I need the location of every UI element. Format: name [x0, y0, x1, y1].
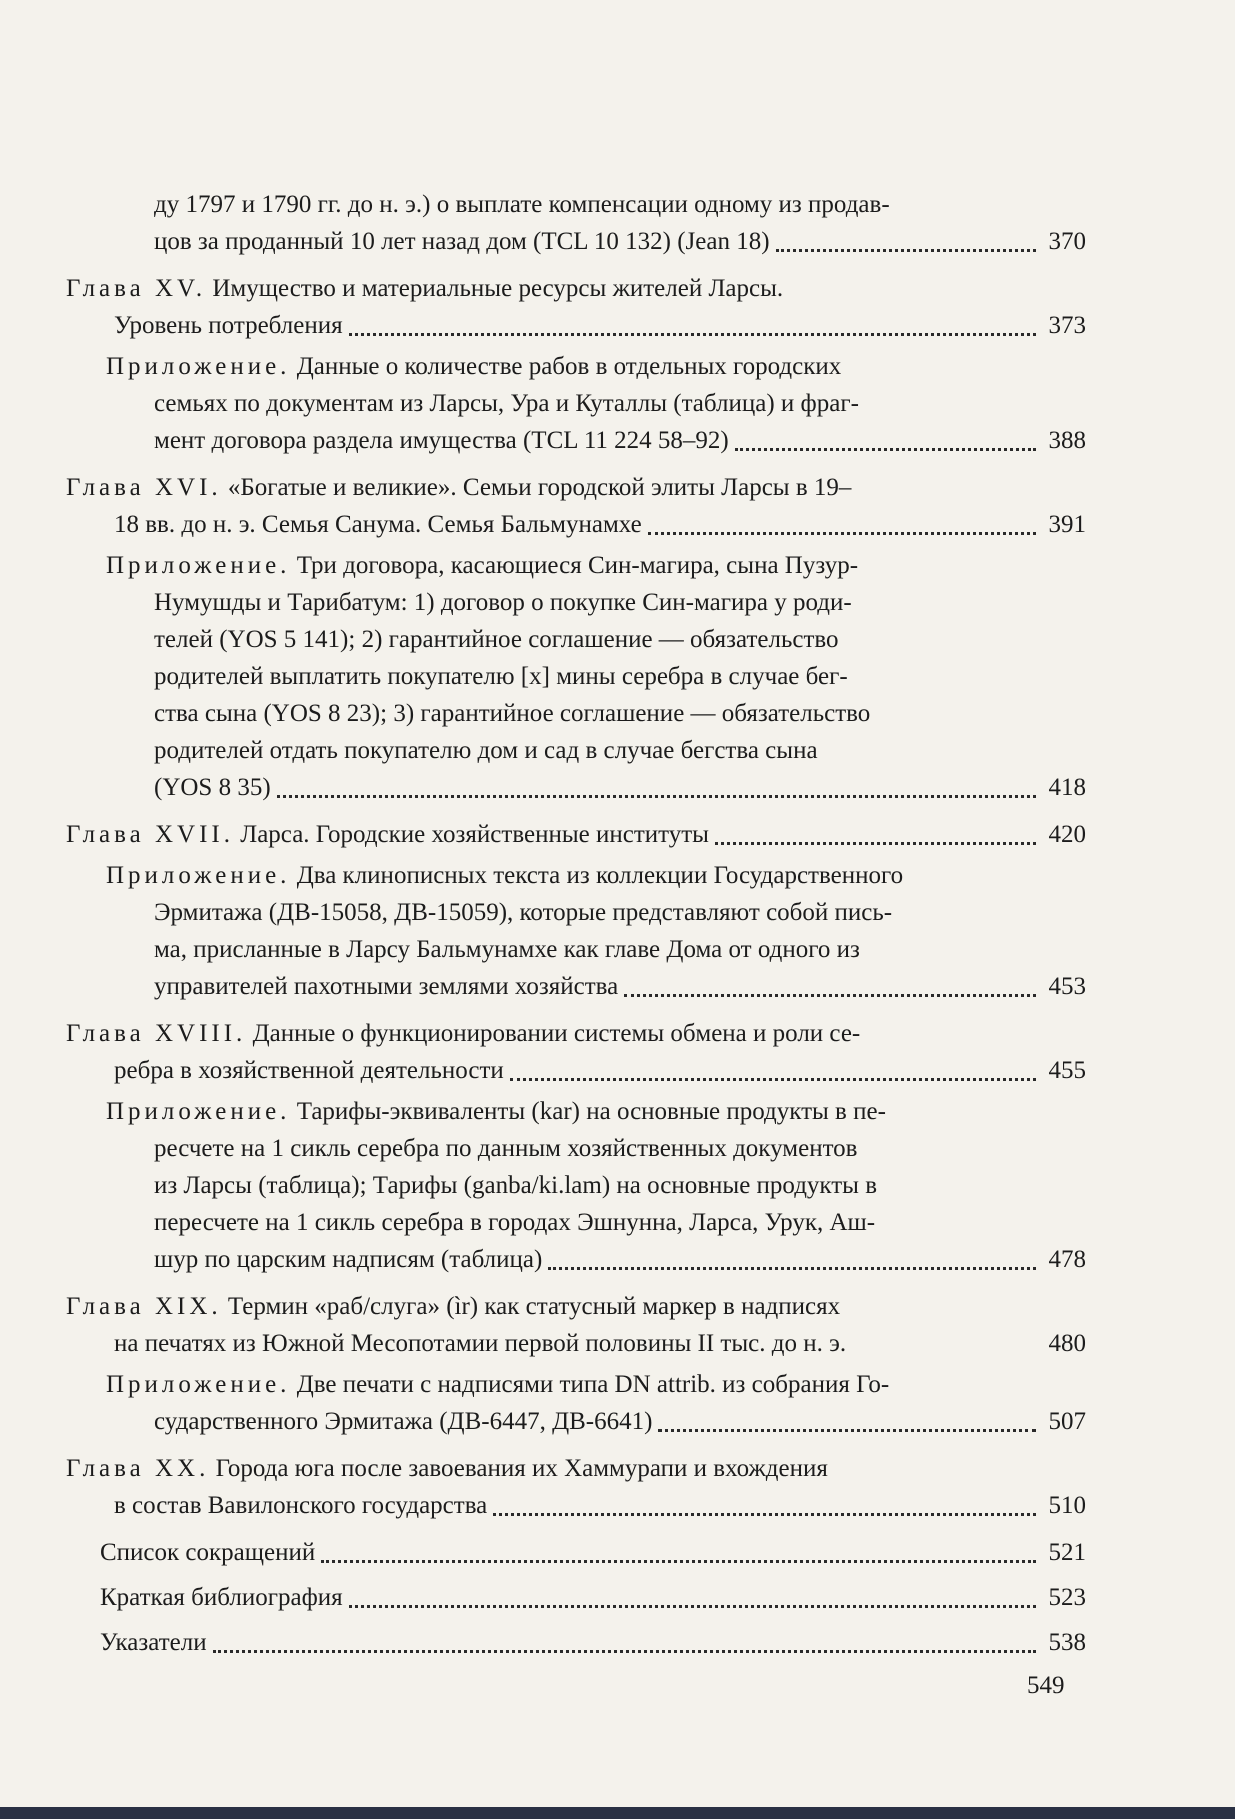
- toc-page-number[interactable]: 510: [1048, 1492, 1086, 1519]
- toc-page-number[interactable]: 521: [1048, 1539, 1086, 1566]
- appendix-text: мент договора раздела имущества (TCL 11 224 58–92): [154, 427, 729, 454]
- toc-page-number[interactable]: 478: [1048, 1246, 1086, 1273]
- leader-dots: [510, 1078, 1036, 1081]
- chapter-title: в состав Вавилонского государства: [114, 1492, 488, 1519]
- chapter-label: Глава XVI.: [66, 474, 222, 501]
- back-matter-title: Краткая библиография: [100, 1584, 343, 1611]
- appendix-text: Нумушды и Тарибатум: 1) договор о покупке Син-магира у роди-: [154, 589, 852, 616]
- toc-page-number[interactable]: 538: [1048, 1629, 1086, 1656]
- leader-dots: [715, 842, 1036, 845]
- leader-dots: [349, 1605, 1036, 1608]
- appendix-label: Приложение.: [106, 353, 291, 380]
- toc-page-number[interactable]: 420: [1048, 821, 1086, 848]
- chapter-label: Глава XIX.: [66, 1293, 222, 1320]
- chapter-title: «Богатые и великие». Семьи городской элиты Ларсы в 19–: [227, 474, 852, 501]
- toc-appendix[interactable]: [66, 857, 1086, 1005]
- appendix-text: родителей отдать покупателю дом и сад в случае бегства сына: [154, 737, 818, 764]
- leader-dots: [493, 1513, 1036, 1516]
- appendix-text: семьях по документам из Ларсы, Ура и Куталлы (таблица) и фраг-: [154, 390, 859, 417]
- appendix-text: родителей выплатить покупателю [x] мины серебра в случае бег-: [154, 663, 848, 690]
- toc-chapter-17[interactable]: [66, 816, 1086, 1005]
- toc-page-number[interactable]: 453: [1048, 973, 1086, 1000]
- appendix-text: Эрмитажа (ДВ-15058, ДВ-15059), которые представляют собой пись-: [154, 899, 893, 926]
- toc-line: цов за проданный 10 лет назад дом (TCL 10 132) (Jean 18): [154, 228, 770, 255]
- chapter-title: Имущество и материальные ресурсы жителей Ларсы.: [212, 275, 784, 302]
- appendix-text: ма, присланные в Ларсу Бальмунамхе как главе Дома от одного из: [154, 936, 860, 963]
- toc-appendix[interactable]: [66, 348, 1086, 459]
- appendix-text: Данные о количестве рабов в отдельных городских: [296, 353, 842, 380]
- toc-chapter-15[interactable]: [66, 270, 1086, 459]
- chapter-title: ребра в хозяйственной деятельности: [114, 1057, 504, 1084]
- appendix-text: ресчете на 1 сикль серебра по данным хозяйственных документов: [154, 1135, 858, 1162]
- chapter-label: Глава XVII.: [66, 821, 234, 848]
- appendix-label: Приложение.: [106, 862, 291, 889]
- appendix-text: шур по царским надписям (таблица): [154, 1246, 543, 1273]
- chapter-title: на печатях из Южной Месопотамии первой половины II тыс. до н. э.: [114, 1330, 847, 1357]
- chapter-title: Уровень потребления: [114, 312, 343, 339]
- chapter-label: Глава XX.: [66, 1455, 210, 1482]
- appendix-text: пересчете на 1 сикль серебра в городах Эшнунна, Ларса, Урук, Аш-: [154, 1209, 876, 1236]
- toc-chapter-18[interactable]: [66, 1015, 1086, 1278]
- toc-chapter-16[interactable]: [66, 469, 1086, 806]
- toc-appendix[interactable]: [66, 1366, 1086, 1440]
- leader-dots: [349, 333, 1036, 336]
- toc-chapter-20[interactable]: [66, 1450, 1086, 1524]
- table-of-contents: [66, 186, 1086, 1667]
- toc-continuation: [66, 186, 1086, 260]
- back-matter-title: Указатели: [100, 1629, 207, 1656]
- chapter-label: Глава XVIII.: [66, 1020, 247, 1047]
- leader-dots: [321, 1560, 1036, 1563]
- chapter-title: Термин «раб/слуга» (ìr) как статусный маркер в надписях: [227, 1293, 841, 1320]
- toc-appendix[interactable]: [66, 547, 1086, 806]
- chapter-title: Данные о функционировании системы обмена и роли се-: [252, 1020, 861, 1047]
- appendix-text: сударственного Эрмитажа (ДВ-6447, ДВ-6641): [154, 1408, 653, 1435]
- toc-page-number[interactable]: 418: [1048, 774, 1086, 801]
- leader-dots: [735, 448, 1036, 451]
- appendix-text: управителей пахотными землями хозяйства: [154, 973, 619, 1000]
- appendix-label: Приложение.: [106, 1098, 291, 1125]
- leader-dots: [658, 1429, 1036, 1432]
- toc-page-number[interactable]: 507: [1048, 1408, 1086, 1435]
- toc-back-matter-indexes[interactable]: [66, 1624, 1086, 1661]
- appendix-text: Два клинописных текста из коллекции Государственного: [296, 862, 904, 889]
- leader-dots: [277, 795, 1036, 798]
- toc-chapter-19[interactable]: [66, 1288, 1086, 1440]
- leader-dots: [648, 532, 1036, 535]
- toc-page-number[interactable]: 480: [1048, 1330, 1086, 1357]
- chapter-label: Глава XV.: [66, 275, 207, 302]
- toc-back-matter-abbreviations[interactable]: [66, 1534, 1086, 1571]
- leader-dots: [624, 994, 1036, 997]
- chapter-title: Ларса. Городские хозяйственные институты: [240, 821, 709, 848]
- leader-space: [852, 1351, 1036, 1354]
- chapter-title: Города юга после завоевания их Хаммурапи и вхождения: [215, 1455, 828, 1482]
- toc-line: ду 1797 и 1790 гг. до н. э.) о выплате компенсации одному из продав-: [154, 191, 890, 218]
- appendix-label: Приложение.: [106, 1371, 291, 1398]
- appendix-text: Две печати с надписями типа DN attrib. из собрания Го-: [296, 1371, 890, 1398]
- appendix-label: Приложение.: [106, 552, 291, 579]
- page-number: 549: [1027, 1672, 1065, 1699]
- toc-appendix[interactable]: [66, 1093, 1086, 1278]
- appendix-text: телей (YOS 5 141); 2) гарантийное соглашение — обязательство: [154, 626, 839, 653]
- appendix-text: ства сына (YOS 8 23); 3) гарантийное соглашение — обязательство: [154, 700, 871, 727]
- appendix-text: из Ларсы (таблица); Тарифы (ganba/ki.lam) на основные продукты в: [154, 1172, 878, 1199]
- leader-dots: [548, 1267, 1036, 1270]
- chapter-title: 18 вв. до н. э. Семья Санума. Семья Бальмунамхе: [114, 511, 642, 538]
- toc-page-number[interactable]: 373: [1048, 312, 1086, 339]
- toc-page-number[interactable]: 455: [1048, 1057, 1086, 1084]
- toc-page-number[interactable]: 391: [1048, 511, 1086, 538]
- appendix-text: Тарифы-эквиваленты (kar) на основные продукты в пе-: [296, 1098, 886, 1125]
- leader-dots: [213, 1650, 1036, 1653]
- scan-edge: [0, 1807, 1235, 1819]
- back-matter-title: Список сокращений: [100, 1539, 316, 1566]
- toc-page-number[interactable]: 523: [1048, 1584, 1086, 1611]
- appendix-text: Три договора, касающиеся Син-магира, сына Пузур-: [296, 552, 859, 579]
- leader-dots: [776, 249, 1036, 252]
- toc-page-number[interactable]: 370: [1048, 228, 1086, 255]
- appendix-text: (YOS 8 35): [154, 774, 271, 801]
- toc-back-matter-bibliography[interactable]: [66, 1579, 1086, 1616]
- toc-page-number[interactable]: 388: [1048, 427, 1086, 454]
